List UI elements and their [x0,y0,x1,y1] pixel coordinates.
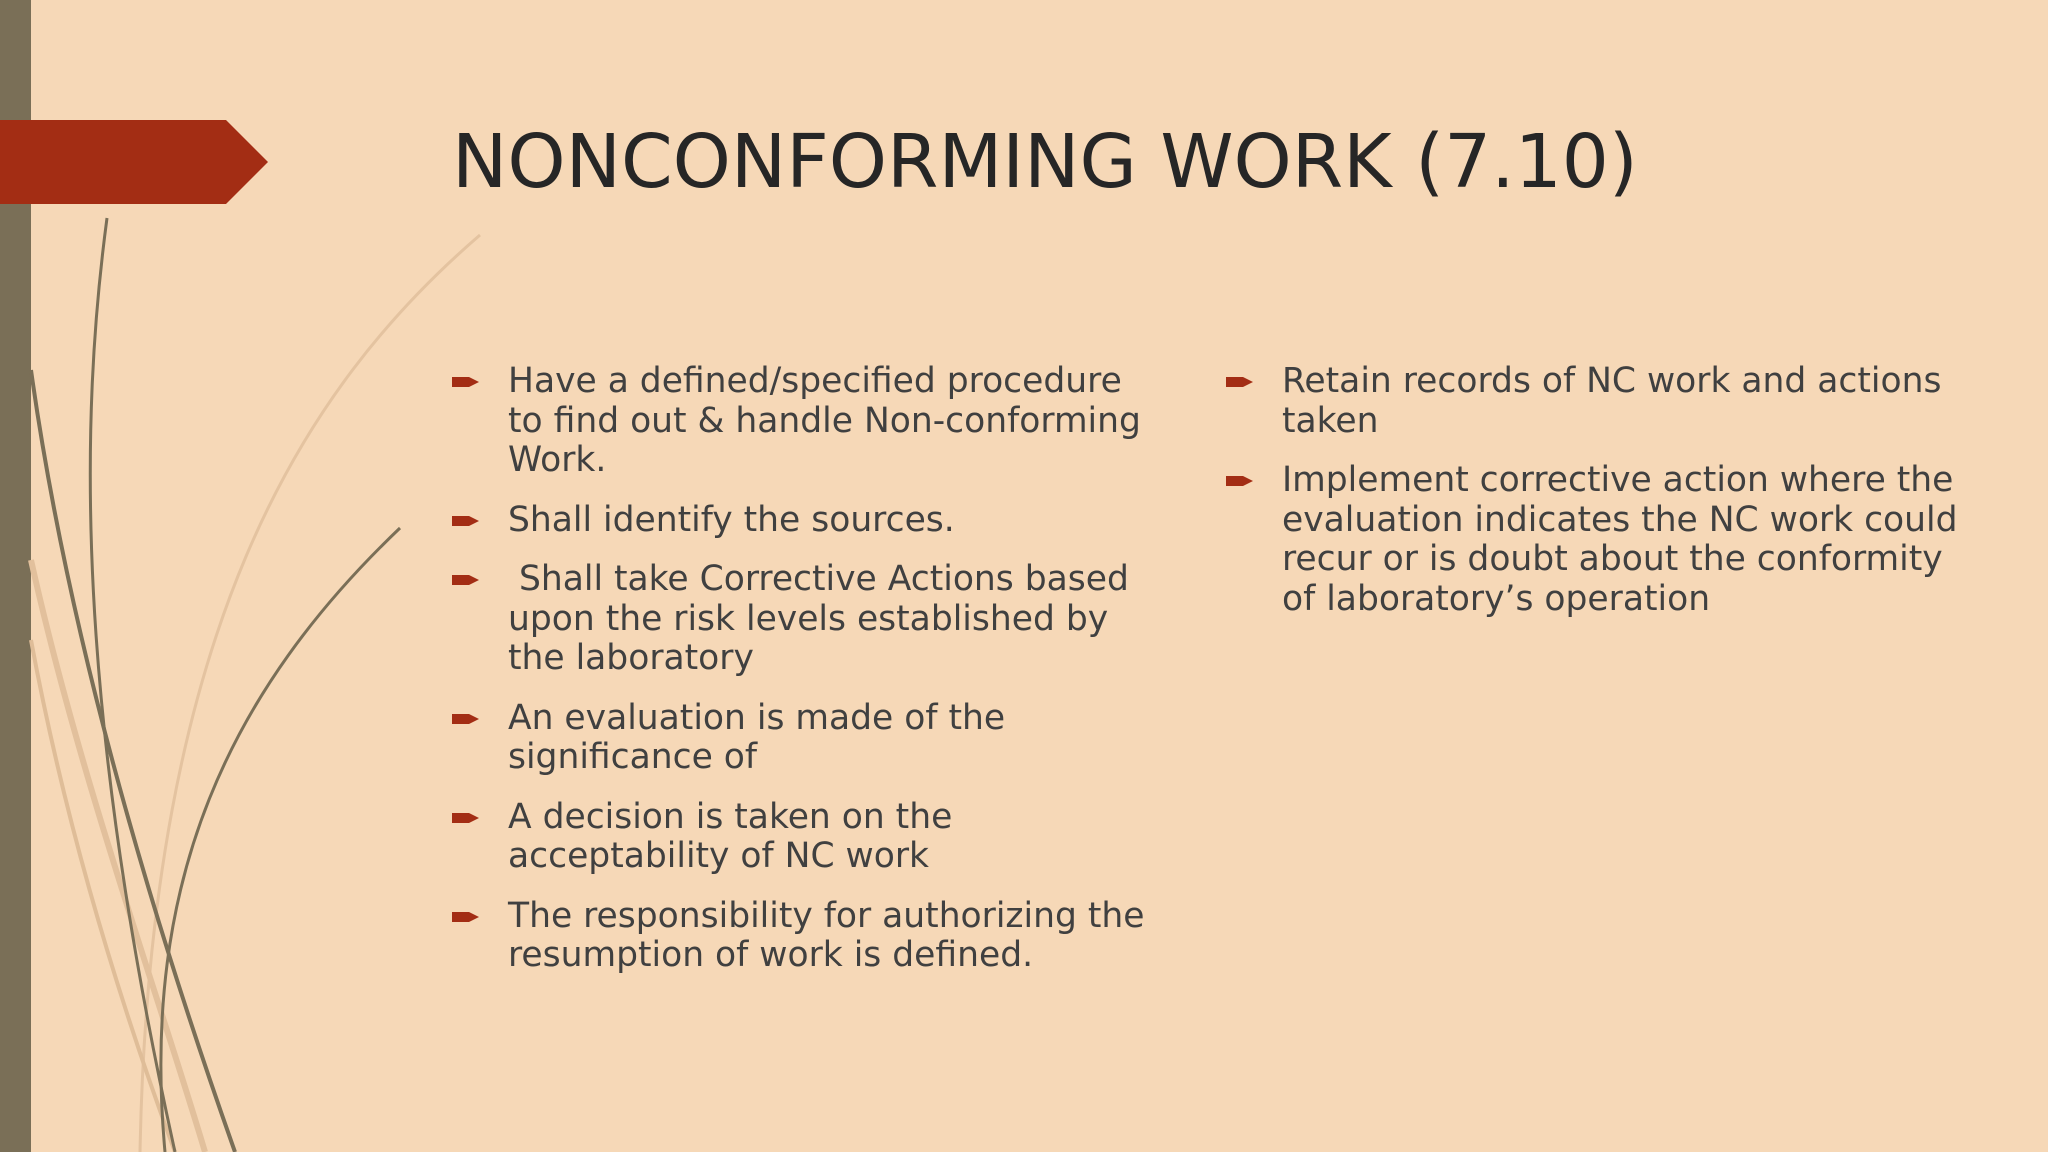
bullet-item [452,699,1152,778]
bullet-item [452,798,1152,877]
arrow-bullet-icon [452,711,479,727]
bullet-text: Implement corrective action where the evaluation indicates the NC work could recur or is doubt about the conformity of laboratory’s operation [1282,460,1958,619]
bullet-item [452,501,1152,541]
right-bullet-list [1226,362,1986,639]
title-arrow-banner [0,120,268,204]
arrow-bullet-icon [452,572,479,588]
bullet-text: Shall identify the sources. [508,499,955,540]
slide-title: NONCONFORMING WORK (7.10) [452,119,1638,205]
bullet-text: An evaluation is made of the significance of [508,697,1006,777]
arrow-bullet-icon [452,810,479,826]
bullet-item [1226,362,1986,441]
bullet-text: The responsibility for authorizing the resumption of work is defined. [508,895,1145,975]
bullet-text: Shall take Corrective Actions based upon the risk levels established by the laboratory [508,559,1140,678]
arrow-bullet-icon [452,909,479,925]
bullet-text: Retain records of NC work and actions taken [1282,361,1942,441]
left-bullet-list [452,362,1152,996]
bullet-text: A decision is taken on the acceptability of NC work [508,796,953,876]
light-curve-1 [140,235,480,1152]
bullet-text: Have a defined/specified procedure to find out & handle Non-conforming Work. [508,361,1141,480]
arrow-bullet-icon [1226,473,1253,489]
light-curve-2 [31,560,205,1152]
bullet-item [452,897,1152,976]
arrow-bullet-icon [1226,374,1253,390]
bullet-item [1226,461,1986,619]
arrow-bullet-icon [452,374,479,390]
arrow-bullet-icon [452,513,479,529]
olive-curve-3 [161,528,400,1152]
bullet-item [452,560,1152,679]
bullet-item [452,362,1152,481]
